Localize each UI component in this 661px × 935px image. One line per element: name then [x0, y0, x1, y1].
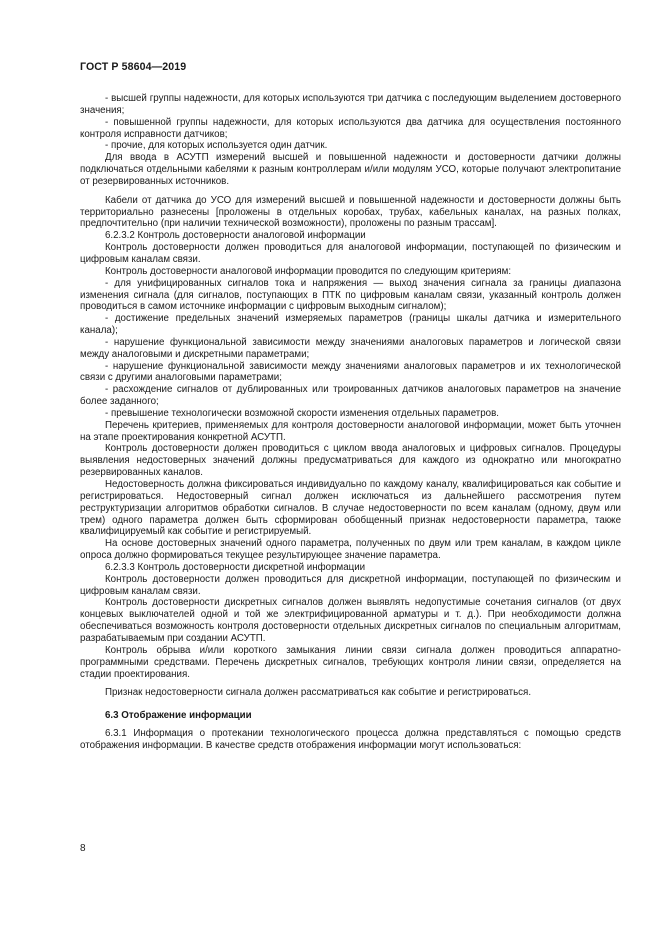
paragraph: Контроль достоверности аналоговой информации проводится по следующим критериям:	[105, 265, 512, 277]
page-number: 8	[80, 843, 86, 854]
standard-header: ГОСТ Р 58604—2019	[80, 61, 187, 73]
paragraph: Кабели от датчика до УСО для измерений высшей и повышенной надежности и достоверности должны быть территориально разнесены [проложены в отдельных коробах, трубах, кабельных каналах, на разных полках, предпочтительно (при наличии технической возможности), проложены по разным трассам].	[80, 194, 621, 230]
subsection-title: 6.2.3.3 Контроль достоверности дискретной информации	[105, 561, 366, 573]
paragraph: Контроль обрыва и/или короткого замыкания линии связи сигнала должен проводиться аппаратно-программными средствами. Перечень дискретных сигналов, требующих контроля линии связи, определяется на стадии проектирования.	[80, 644, 621, 680]
paragraph: Перечень критериев, применяемых для контроля достоверности аналоговой информации, может быть уточнен на этапе проектирования конкретной АСУТП.	[80, 419, 621, 443]
list-item: - прочие, для которых используется один датчик.	[105, 140, 328, 152]
list-item: - повышенной группы надежности, для которых используются два датчика для осуществления постоянного контроля исправности датчиков;	[80, 116, 621, 140]
paragraph: Контроль достоверности дискретных сигналов должен выявлять недопустимые сочетания сигналов (от двух концевых выключателей одной и той же электрифицированной арматуры и т. д.). При необходимости должна обеспечиваться возможность контроля достоверности отдельных дискретных сигналов по специальным алгоритмам, разрабатываемым при создании АСУТП.	[80, 597, 621, 644]
list-item: - высшей группы надежности, для которых используются три датчика с последующим выделением достоверного значения;	[80, 93, 621, 116]
paragraph: 6.3.1 Информация о протекании технологического процесса должна представляться с помощью средств отображения информации. В качестве средств отображения информации могут использоваться:	[80, 728, 621, 751]
paragraph: На основе достоверных значений одного параметра, полученных по двум или трем каналам, в каждом цикле опроса должно формироваться текущее результирующее значение параметра.	[80, 538, 621, 562]
subsection-title: 6.2.3.2 Контроль достоверности аналоговой информации	[105, 230, 366, 242]
document-body	[80, 93, 621, 752]
list-item: - нарушение функциональной зависимости между значениями аналоговых параметров и логической связи между аналоговыми и дискретными параметрами;	[80, 336, 621, 360]
list-item: - нарушение функциональной зависимости между значениями аналоговых параметров и их технологической связи с другими аналоговыми параметрами;	[80, 360, 621, 384]
paragraph: Недостоверность должна фиксироваться индивидуально по каждому каналу, квалифицироваться как событие и регистрироваться. Недостоверный сигнал должен исключаться из дальнейшего рассмотрения путем реструктуризации алгоритмов обработки сигналов. В случае недостоверности по всем каналам (одному, двум или трем) одного параметра должен быть сформирован обобщенный признак недостоверности параметра, также квалифицируемый как событие и регистрируемый.	[80, 479, 621, 538]
paragraph: Контроль достоверности должен проводиться для аналоговой информации, поступающей по физическим и цифровым каналам связи.	[80, 242, 621, 265]
paragraph: Признак недостоверности сигнала должен рассматриваться как событие и регистрироваться.	[105, 687, 532, 699]
paragraph: Контроль достоверности должен проводиться с циклом ввода аналоговых и цифровых сигналов. Процедуры выявления недостоверных значений должны предусматриваться для каждого из однократно или многократно резервированных каналов.	[80, 443, 621, 479]
paragraph: Для ввода в АСУТП измерений высшей и повышенной надежности и достоверности датчики должны подключаться отдельными кабелями к разным контроллерам и/или модулям УСО, которые получают электропитание от резервированных источников.	[80, 152, 621, 187]
paragraph: Контроль достоверности должен проводиться для дискретной информации, поступающей по физическим и цифровым каналам связи.	[80, 573, 621, 597]
section-heading: 6.3 Отображение информации	[105, 710, 252, 722]
list-item: - для унифицированных сигналов тока и напряжения — выход значения сигнала за границы диапазона изменения сигнала (для сигналов, поступающих в ПТК по цифровым каналам связи, указанный контроль должен проводиться в самом источнике информации с цифровым выходным сигналом);	[80, 277, 621, 313]
list-item: - превышение технологически возможной скорости изменения отдельных параметров.	[105, 407, 499, 419]
list-item: - достижение предельных значений измеряемых параметров (границы шкалы датчика и измерительного канала);	[80, 313, 621, 337]
list-item: - расхождение сигналов от дублированных или троированных датчиков аналоговых параметров на значение более заданного;	[80, 384, 621, 408]
